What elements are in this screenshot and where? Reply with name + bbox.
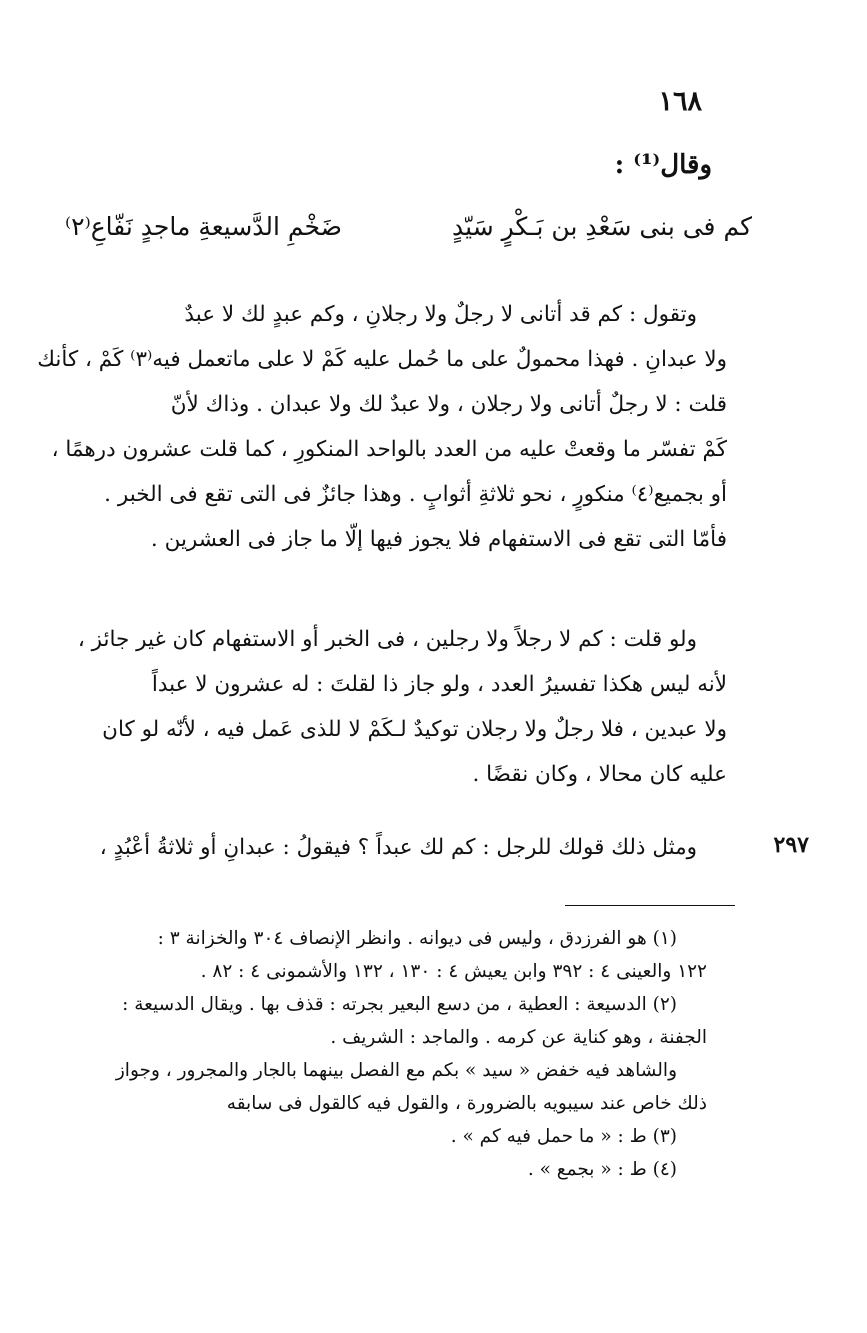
verse-hemistich-2: ضَخْمِ الدَّسيعةِ ماجدٍ نَفّاعِ⁽٢⁾: [65, 212, 342, 241]
text-line: وتقول : كم قد أتانى لا رجلٌ ولا رجلانِ ، وكم عبدٍ لك لا عبدٌ: [184, 302, 697, 327]
page-number: ١٦٨: [658, 86, 702, 117]
poetry-verse: [65, 212, 752, 241]
text-line: قلت : لا رجلٌ أتانى ولا رجلان ، ولا عبدٌ لك ولا عبدان . وذاك لأنّ: [170, 392, 727, 417]
footnote-line: (٤) ط : « بجمع » .: [527, 1159, 677, 1180]
text-line: ولا عبدين ، فلا رجلٌ ولا رجلان توكيدٌ لـكَمْ لا للذى عَمل فيه ، لأنّه لو كان: [102, 717, 727, 742]
text-line: عليه كان محالا ، وكان نقضًا .: [472, 762, 727, 787]
text-line: ومثل ذلك قولك للرجل : كم لك عبداً ؟ فيقولُ : عبدانِ أو ثلاثةُ أعْبُدٍ ،: [99, 835, 697, 860]
text-line: ولا عبدانِ . فهذا محمولٌ على ما حُمل عليه كَمْ لا على ماتعمل فيه⁽٣⁾ كَمْ ، كأنك: [37, 347, 727, 372]
text-line: أو بجميع⁽٤⁾ منكورٍ ، نحو ثلاثةِ أثوابٍ . وهذا جائزٌ فى التى تقع فى الخبر .: [104, 482, 727, 507]
paragraph-3: [68, 825, 727, 870]
footnote-line: (٣) ط : « ما حمل فيه كم » .: [450, 1126, 677, 1147]
text-line: فأمّا التى تقع فى الاستفهام فلا يجوز فيها إلّا ما جاز فى العشرين .: [150, 527, 727, 552]
footnote-line: (٢) الدسيعة : العطية ، من دسع البعير بجرته : قذف بها . ويقال الدسيعة :: [122, 994, 677, 1015]
margin-section-number: ٢٩٧: [773, 832, 809, 858]
text-line: ولو قلت : كم لا رجلاً ولا رجلين ، فى الخبر أو الاستفهام كان غير جائز ،: [77, 627, 697, 652]
poem-intro: وقال⁽¹⁾ :: [614, 150, 712, 180]
text-line: لأنه ليس هكذا تفسيرُ العدد ، ولو جاز ذا لقلتَ : له عشرون لا عبداً: [151, 672, 727, 697]
footnote-line: ذلك خاص عند سيبويه بالضرورة ، والقول فيه كالقول فى سابقه: [226, 1093, 707, 1114]
footnote-divider: [565, 905, 735, 906]
footnote-line: ١٢٢ والعينى ٤ : ٣٩٢ وابن يعيش ٤ : ١٣٠ ، ١٣٢ والأشمونى ٤ : ٨٢ .: [200, 961, 707, 982]
footnotes: [68, 922, 707, 1186]
verse-hemistich-1: كم فى بنى سَعْدِ بن بَـكْرٍ سَيّدٍ: [452, 212, 752, 241]
text-line: كَمْ تفسّر ما وقعتْ عليه من العدد بالواحد المنكورِ ، كما قلت عشرون درهمًا ،: [51, 437, 727, 462]
footnote-line: الجفنة ، وهو كناية عن كرمه . والماجد : الشريف .: [330, 1027, 707, 1048]
footnote-line: والشاهد فيه خفض « سيد » بكم مع الفصل بينهما بالجار والمجرور ، وجواز: [115, 1060, 677, 1081]
paragraph-1: [37, 292, 727, 562]
footnote-line: (١) هو الفرزدق ، وليس فى ديوانه . وانظر الإنصاف ٣٠٤ والخزانة ٣ :: [157, 928, 677, 949]
paragraph-2: [68, 617, 727, 797]
